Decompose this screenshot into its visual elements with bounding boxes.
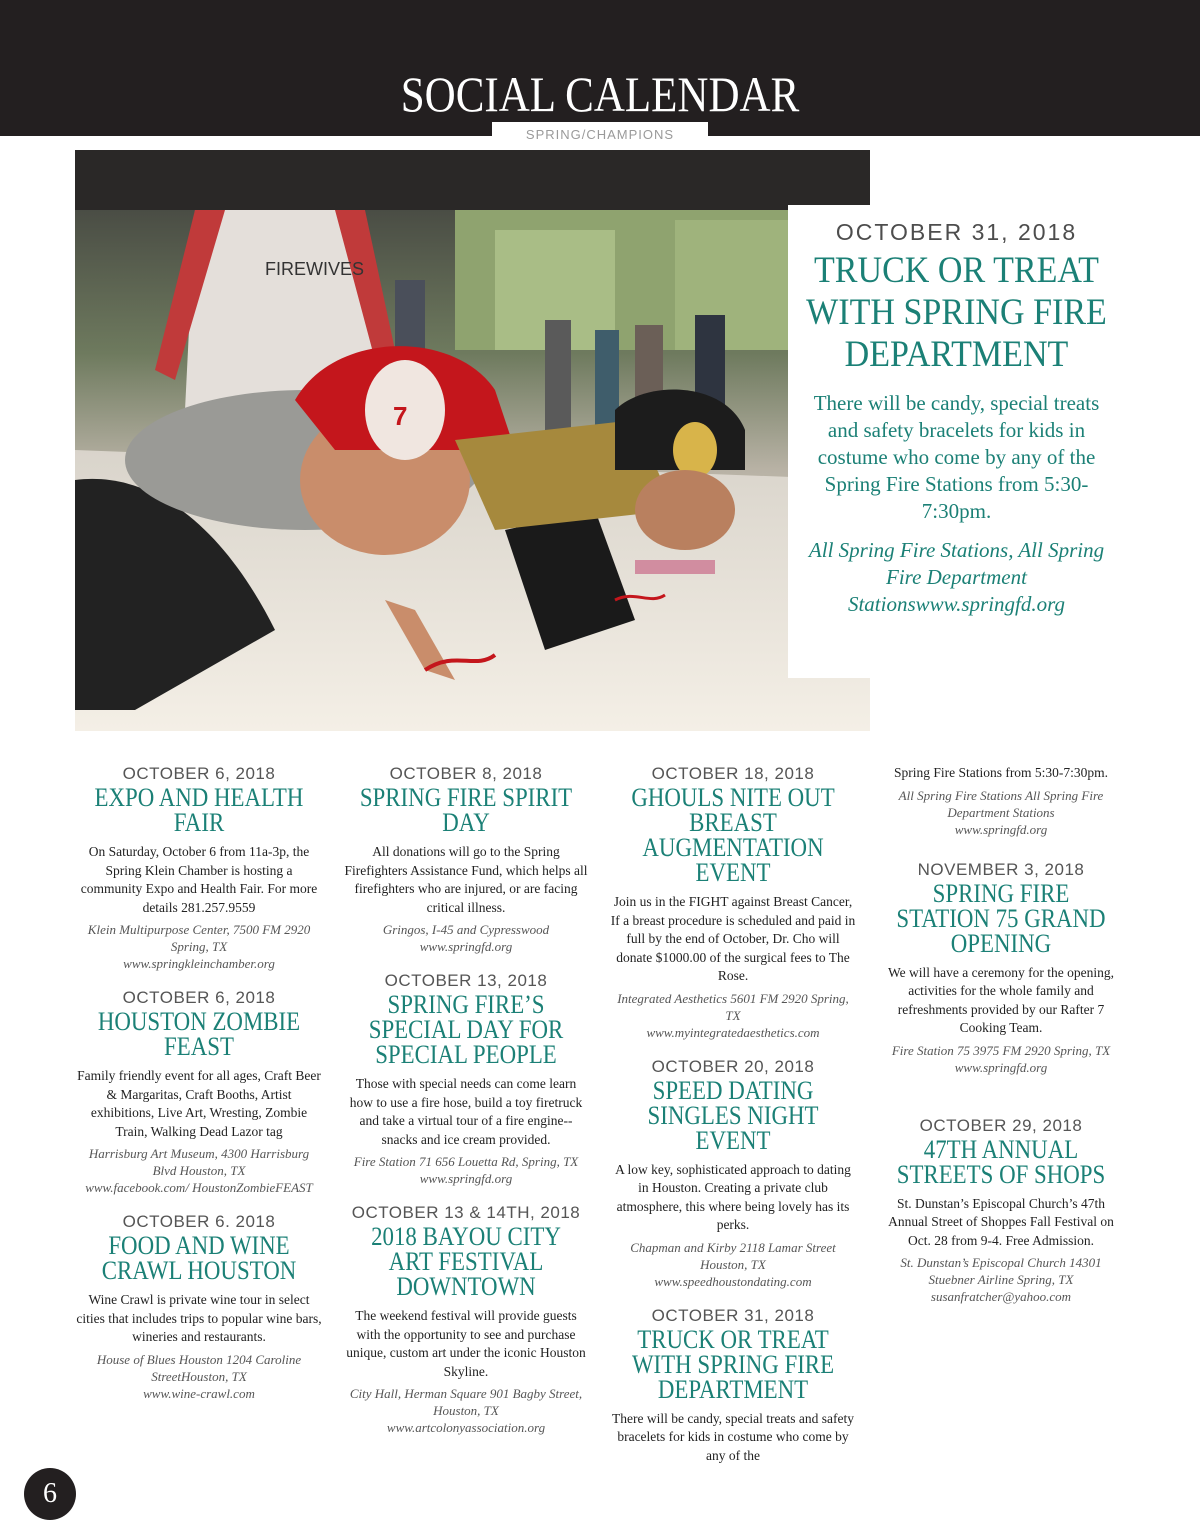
feature-location: All Spring Fire Stations, All Spring Fire Department Stationswww.springfd.org bbox=[808, 538, 1105, 616]
event-title: SPEED DATING SINGLES NIGHT EVENT bbox=[647, 1075, 819, 1155]
event-date: OCTOBER 31, 2018 bbox=[651, 1305, 815, 1325]
svg-text:7: 7 bbox=[393, 401, 408, 431]
event-continuation bbox=[878, 764, 1124, 838]
event-website[interactable]: www.springfd.org bbox=[419, 939, 513, 954]
event-website[interactable]: www.artcolonyassociation.org bbox=[386, 1420, 546, 1435]
event-description: The weekend festival will provide guests with the opportunity to see and purchase unique, custom art under the iconic Houston Skyline. bbox=[346, 1308, 586, 1379]
event-date: OCTOBER 13 & 14TH, 2018 bbox=[351, 1203, 581, 1222]
event-title: SPRING FIRE’S SPECIAL DAY FOR SPECIAL PEOPLE bbox=[368, 990, 564, 1069]
calendar-column-4 bbox=[878, 764, 1124, 1321]
event-description: St. Dunstan’s Episcopal Church’s 47th Annual Street of Shoppes Fall Festival on Oct. 28 from 9-4. Free Admission. bbox=[888, 1195, 1114, 1248]
event-description: A low key, sophisticated approach to dating in Houston. Creating a private club atmosphere, this where being lovely has its perks. bbox=[615, 1161, 851, 1232]
event-description: Spring Fire Stations from 5:30-7:30pm. bbox=[893, 765, 1109, 780]
event-description: Those with special needs can come learn how to use a fire hose, build a toy firetruck and take a virtual tour of a fire engine--snacks and ice cream provided. bbox=[349, 1076, 583, 1147]
event-location: St. Dunstan’s Episcopal Church 14301 Stuebner Airline Spring, TX bbox=[900, 1255, 1102, 1287]
event-card bbox=[610, 1057, 856, 1290]
event-card bbox=[76, 1212, 322, 1402]
event-title: HOUSTON ZOMBIE FEAST bbox=[97, 1007, 301, 1061]
event-website[interactable]: www.myintegratedaesthetics.com bbox=[646, 1024, 820, 1040]
event-location: All Spring Fire Stations All Spring Fire Department Stations bbox=[898, 787, 1104, 820]
event-card bbox=[76, 988, 322, 1196]
event-location: Chapman and Kirby 2118 Lamar Street Houston, TX bbox=[630, 1239, 836, 1272]
event-date: OCTOBER 18, 2018 bbox=[651, 764, 815, 783]
event-website[interactable]: www.springfd.org bbox=[954, 1059, 1048, 1075]
feature-photo bbox=[75, 150, 870, 731]
event-card bbox=[610, 764, 856, 1041]
event-location: Fire Station 71 656 Louetta Rd, Spring, TX bbox=[353, 1154, 579, 1169]
event-location: Fire Station 75 3975 FM 2920 Spring, TX bbox=[891, 1042, 1111, 1058]
event-title: GHOULS NITE OUT BREAST AUGMENTATION EVENT bbox=[631, 783, 835, 887]
event-location: Klein Multipurpose Center, 7500 FM 2920 Spring, TX bbox=[87, 922, 311, 954]
event-website[interactable]: www.springfd.org bbox=[419, 1171, 513, 1186]
event-location: Integrated Aesthetics 5601 FM 2920 Spring, TX bbox=[617, 990, 849, 1023]
event-website[interactable]: www.springfd.org bbox=[954, 821, 1048, 837]
event-date: OCTOBER 20, 2018 bbox=[651, 1056, 815, 1076]
event-description: Join us in the FIGHT against Breast Cancer, If a breast procedure is scheduled and paid in full by the end of October, Dr. Cho will donate $1000.00 of the surgical fees to The Rose. bbox=[610, 894, 856, 983]
page-number: 6 bbox=[24, 1468, 76, 1520]
event-location: City Hall, Herman Square 901 Bagby Street, Houston, TX bbox=[349, 1386, 583, 1418]
event-date: NOVEMBER 3, 2018 bbox=[917, 859, 1085, 879]
event-title: SPRING FIRE STATION 75 GRAND OPENING bbox=[896, 878, 1106, 958]
event-card bbox=[878, 860, 1124, 1076]
event-description: Family friendly event for all ages, Craft Beer & Margaritas, Craft Booths, Artist exhibitions, Live Art, Wresting, Zombie Train, Walking Dead Lazor tag bbox=[77, 1068, 321, 1139]
event-location: Gringos, I-45 and Cypresswood bbox=[382, 922, 550, 937]
event-website[interactable]: www.facebook.com/ HoustonZombieFEAST bbox=[85, 1180, 313, 1195]
event-description: We will have a ceremony for the opening, activities for the whole family and refreshments provided by our Rafter 7 Cooking Team. bbox=[887, 964, 1115, 1035]
page-title: SOCIAL CALENDAR bbox=[400, 66, 800, 122]
event-date: OCTOBER 6, 2018 bbox=[122, 764, 276, 783]
feature-event bbox=[788, 205, 1125, 678]
event-date: OCTOBER 29, 2018 bbox=[919, 1115, 1083, 1135]
event-description: Wine Crawl is private wine tour in select cities that includes trips to popular wine bars, wineries and restaurants. bbox=[76, 1292, 322, 1344]
feature-title: TRUCK OR TREAT WITH SPRING FIRE DEPARTMENT bbox=[806, 250, 1107, 375]
event-title: 47TH ANNUAL STREETS OF SHOPS bbox=[896, 1134, 1106, 1189]
calendar-column-2 bbox=[343, 764, 589, 1452]
event-website[interactable]: www.springkleinchamber.org bbox=[123, 956, 275, 971]
event-website[interactable]: www.speedhoustondating.com bbox=[654, 1273, 812, 1289]
event-date: OCTOBER 13, 2018 bbox=[384, 971, 548, 990]
event-card bbox=[878, 1116, 1124, 1306]
event-description: On Saturday, October 6 from 11a-3p, the Spring Klein Chamber is hosting a community Expo and Health Fair. For more details 281.257.9559 bbox=[80, 844, 318, 915]
event-title: SPRING FIRE SPIRIT DAY bbox=[359, 783, 573, 837]
event-card bbox=[343, 764, 589, 955]
event-card bbox=[610, 1306, 856, 1466]
event-date: OCTOBER 6. 2018 bbox=[122, 1212, 276, 1231]
event-website[interactable]: www.wine-crawl.com bbox=[143, 1385, 255, 1401]
event-location: House of Blues Houston 1204 Caroline StreetHouston, TX bbox=[96, 1351, 302, 1384]
event-card bbox=[343, 1203, 589, 1436]
event-card bbox=[76, 764, 322, 972]
event-date: OCTOBER 8, 2018 bbox=[389, 764, 543, 783]
children-firefighter-helmets-photo bbox=[75, 150, 870, 731]
event-card bbox=[343, 971, 589, 1187]
shirt-text: FIREWIVES bbox=[265, 259, 365, 279]
event-title: 2018 BAYOU CITY ART FESTIVAL DOWNTOWN bbox=[371, 1222, 561, 1301]
event-date: OCTOBER 6, 2018 bbox=[122, 988, 276, 1007]
feature-date: OCTOBER 31, 2018 bbox=[835, 219, 1078, 245]
feature-description: There will be candy, special treats and safety bracelets for kids in costume who come by any of the Spring Fire Stations from 5:30-7:30pm. bbox=[813, 391, 1100, 523]
event-title: TRUCK OR TREAT WITH SPRING FIRE DEPARTMENT bbox=[631, 1324, 835, 1404]
event-title: EXPO AND HEALTH FAIR bbox=[94, 783, 304, 837]
event-description: All donations will go to the Spring Firefighters Assistance Fund, which helps all firefighters who are injured, or are facing critical illness. bbox=[344, 844, 588, 915]
event-title: FOOD AND WINE CRAWL HOUSTON bbox=[101, 1231, 297, 1285]
event-website[interactable]: susanfratcher@yahoo.com bbox=[930, 1289, 1072, 1304]
calendar-column-3 bbox=[610, 764, 856, 1481]
event-location: Harrisburg Art Museum, 4300 Harrisburg Blvd Houston, TX bbox=[88, 1146, 310, 1178]
section-subtitle: SPRING/CHAMPIONS bbox=[492, 122, 708, 148]
event-description: There will be candy, special treats and safety bracelets for kids in costume who come by any of the bbox=[611, 1410, 855, 1463]
calendar-column-1 bbox=[76, 764, 322, 1418]
